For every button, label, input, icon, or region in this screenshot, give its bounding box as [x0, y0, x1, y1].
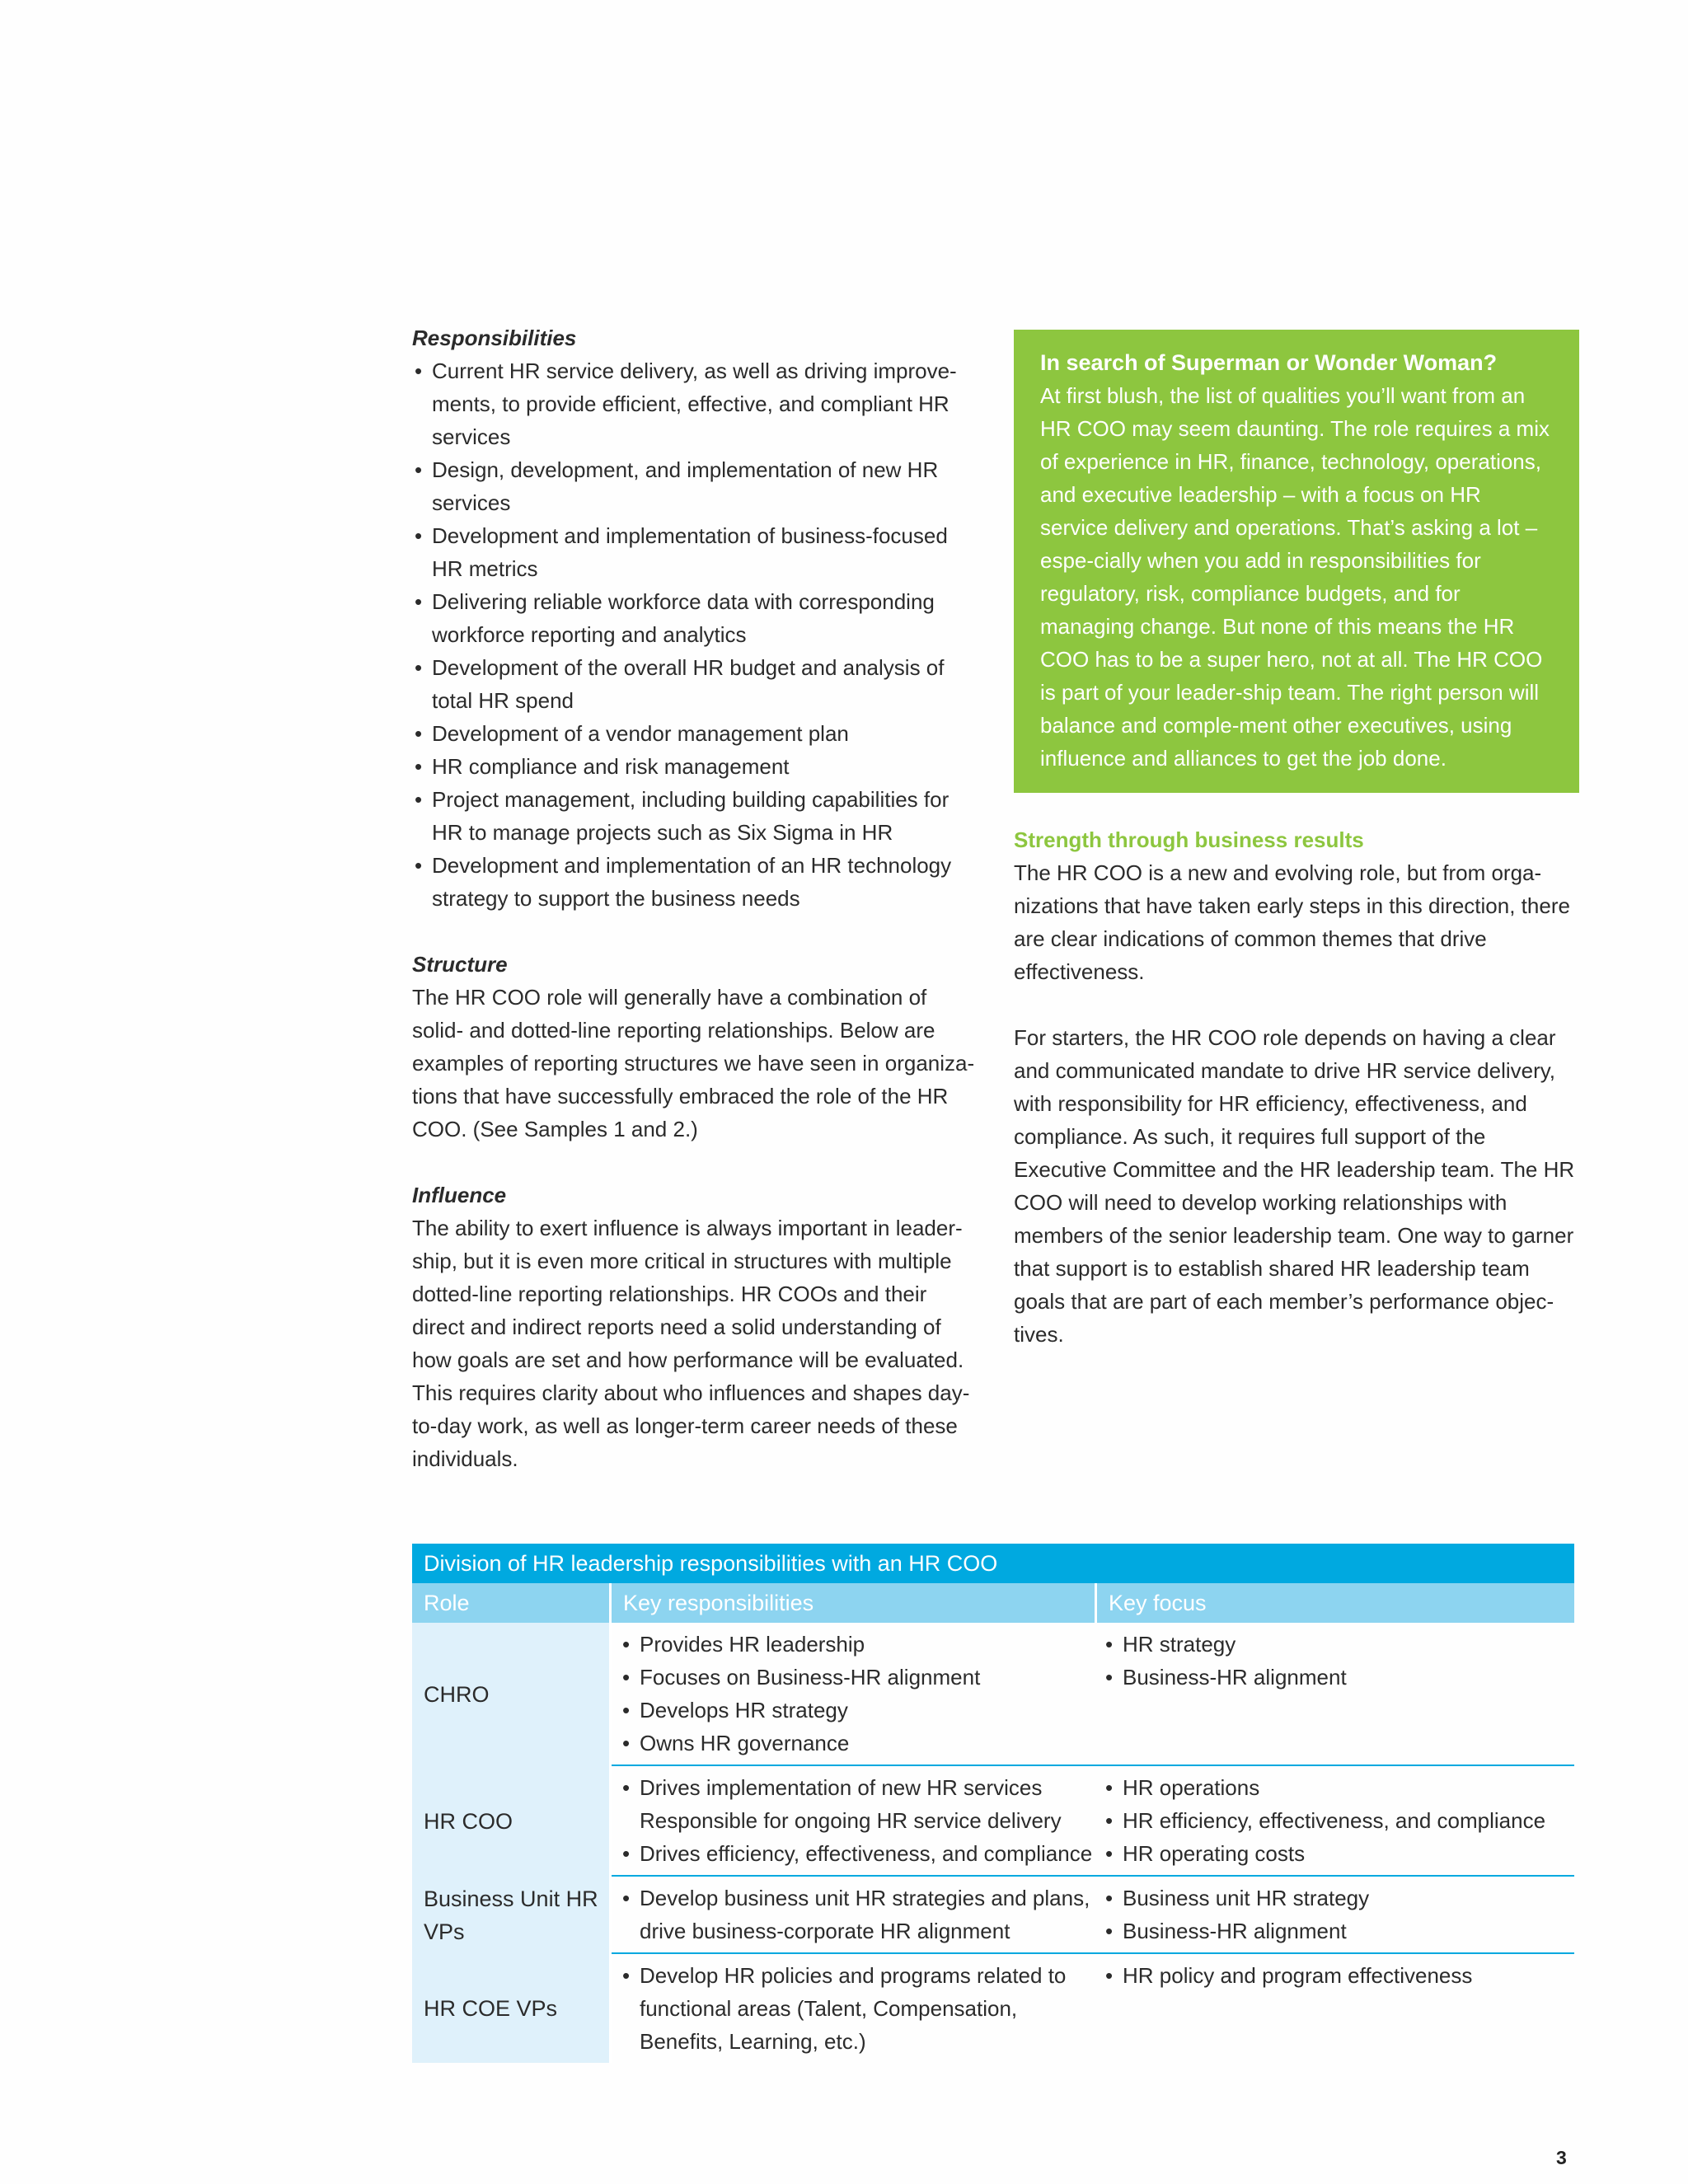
strength-paragraph-2: For starters, the HR COO role depends on having a clear and communicated mandate to drive HR service delivery, with responsibility for HR efficiency, effectiveness, and compliance. As such, it requires full support of the Executive Committee and the HR leadership team. The HR COO will need to develop working relationships with members of the senior leadership team. One way to garner that support is to establish shared HR leadership team goals that are part of each member’s performance objec-tives.: [1014, 1025, 1575, 1347]
list-item: • Develop business unit HR strategies and plans, drive business-corporate HR alignment: [620, 1882, 1095, 1947]
responsibilities-heading: Responsibilities: [412, 326, 577, 350]
focus-cell: [1095, 1766, 1574, 1877]
responsibilities-list: [412, 354, 981, 915]
table-title: Division of HR leadership responsibilities with an HR COO: [412, 1544, 1574, 1583]
list-item: • Drives implementation of new HR services: [620, 1771, 1095, 1804]
strength-paragraph-1: The HR COO is a new and evolving role, but from orga-nizations that have taken early steps in this direction, there are clear indications of common themes that drive effectiveness.: [1014, 860, 1570, 984]
spacer: [412, 915, 981, 948]
responsibilities-cell: [612, 1623, 1095, 1766]
role-name: CHRO: [424, 1682, 490, 1707]
role-cell: [412, 1877, 612, 1954]
structure-heading: Structure: [412, 952, 508, 977]
column-header-key-focus: Key focus: [1109, 1591, 1207, 1615]
responsibilities-cell: [612, 1766, 1095, 1877]
list-item: • Development of a vendor management plan: [412, 717, 981, 750]
table-row: [412, 1766, 1574, 1877]
list-item: • Business-HR alignment: [1103, 1661, 1574, 1694]
list-item: • Focuses on Business-HR alignment: [620, 1661, 1095, 1694]
column-header-role: Role: [412, 1583, 612, 1623]
responsibilities-table: [412, 1544, 1574, 2063]
list-item: • Development and implementation of an HR technology strategy to support the business needs: [412, 849, 981, 915]
callout-title: In search of Superman or Wonder Woman?: [1040, 350, 1498, 375]
list-item: • Delivering reliable workforce data with corresponding workforce reporting and analytics: [412, 585, 981, 651]
focus-cell: [1095, 1954, 1574, 2063]
list-item: • Development of the overall HR budget and analysis of total HR spend: [412, 651, 981, 717]
list-item: • Design, development, and implementation of new HR services: [412, 453, 981, 519]
influence-heading: Influence: [412, 1183, 507, 1207]
list-item: • Owns HR governance: [620, 1727, 1095, 1760]
list-item: • Develops HR strategy: [620, 1694, 1095, 1727]
list-item: • HR policy and program effectiveness: [1103, 1959, 1574, 1992]
list-item: • HR operating costs: [1103, 1837, 1574, 1870]
focus-cell: [1095, 1623, 1574, 1766]
list-item: • Drives efficiency, effectiveness, and compliance: [620, 1837, 1095, 1870]
spacer: [412, 1146, 981, 1179]
list-item: • Develop HR policies and programs related to functional areas (Talent, Compensation, Benefits, Learning, etc.): [620, 1959, 1095, 2058]
role-cell: [412, 1766, 612, 1877]
callout-body: At first blush, the list of qualities you’ll want from an HR COO may seem daunting. The role requires a mix of experience in HR, finance, technology, operations, and executive leadership – with a focus on HR service delivery and operations. That’s asking a lot – espe-cially when you add in responsibilities for regulatory, risk, compliance budgets, and for managing change. But none of this means the HR COO has to be a super hero, not at all. The HR COO is part of your leader-ship team. The right person will balance and comple-ment other executives, using influence and alliances to get the job done.: [1040, 383, 1550, 771]
structure-paragraph: The HR COO role will generally have a combination of solid- and dotted-line reporting relationships. Below are examples of reporting structures we have seen in organiza-tions that have successfully embraced the role of the HR COO. (See Samples 1 and 2.): [412, 985, 975, 1141]
list-item: • Business unit HR strategy: [1103, 1882, 1574, 1915]
list-item: • Current HR service delivery, as well as driving improve-ments, to provide efficient, effective, and compliant HR services: [412, 354, 981, 453]
list-item: • HR strategy: [1103, 1628, 1574, 1661]
right-column: [1014, 330, 1579, 1351]
table-header-row: [412, 1583, 1574, 1623]
role-name: Business Unit HR VPs: [424, 1886, 598, 1944]
list-item: • Provides HR leadership: [620, 1628, 1095, 1661]
table-row: [412, 1623, 1574, 1766]
list-item: • Business-HR alignment: [1103, 1915, 1574, 1947]
role-cell: [412, 1623, 612, 1766]
responsibilities-cell: [612, 1877, 1095, 1954]
page-number: 3: [1556, 2147, 1567, 2168]
list-item: • Project management, including building capabilities for HR to manage projects such as Six Sigma in HR: [412, 783, 981, 849]
list-item: • Development and implementation of business-focused HR metrics: [412, 519, 981, 585]
table-row: [412, 1954, 1574, 2063]
sidebar-callout-box: [1014, 330, 1579, 793]
role-cell: [412, 1954, 612, 2063]
left-column: [412, 321, 981, 1475]
list-item: • HR compliance and risk management: [412, 750, 981, 783]
strength-heading: Strength through business results: [1014, 827, 1364, 852]
column-header-key-responsibilities: Key responsibilities: [612, 1583, 1097, 1623]
role-name: HR COE VPs: [424, 1996, 558, 2021]
focus-cell: [1095, 1877, 1574, 1954]
responsibilities-cell: [612, 1954, 1095, 2063]
list-item: • HR operations: [1103, 1771, 1574, 1804]
role-name: HR COO: [424, 1809, 513, 1834]
influence-paragraph: The ability to exert influence is always important in leader-ship, but it is even more critical in structures with multiple dotted-line reporting relationships. HR COOs and their direct and indirect reports need a solid understanding of how goals are set and how performance will be evaluated. This requires clarity about who influences and shapes day-to-day work, as well as longer-term career needs of these individuals.: [412, 1216, 970, 1471]
spacer: [1014, 988, 1579, 1021]
list-item-continuation: Responsible for ongoing HR service delivery: [640, 1808, 1062, 1833]
table-row: [412, 1877, 1574, 1954]
list-item: • HR efficiency, effectiveness, and compliance: [1103, 1804, 1574, 1837]
